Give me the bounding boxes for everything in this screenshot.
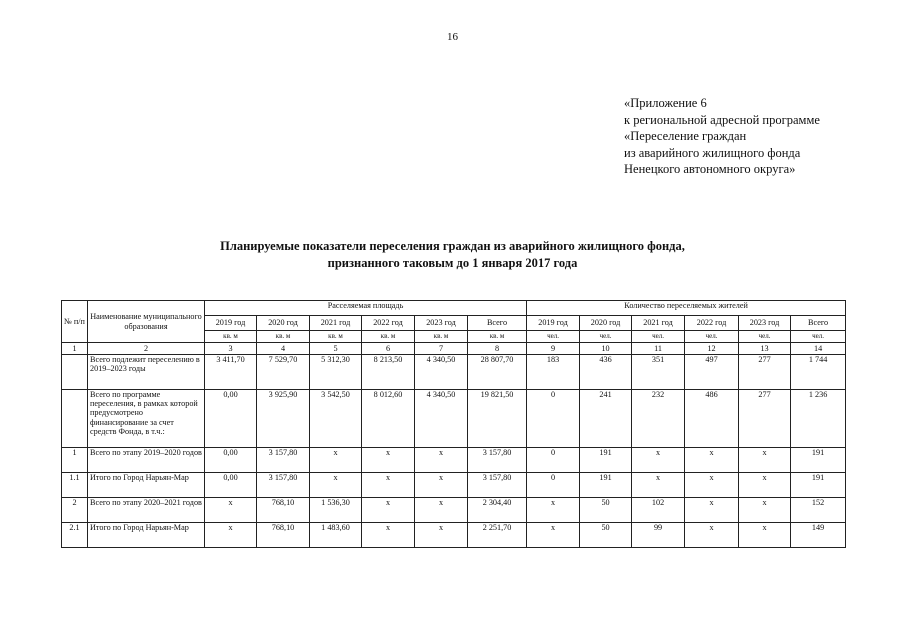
table-row: [62, 498, 846, 523]
column-number: 13: [739, 343, 791, 355]
cell-value: х: [739, 523, 791, 548]
cell-value: х: [415, 523, 468, 548]
cell-value: 768,10: [257, 523, 310, 548]
column-number-row: [62, 343, 846, 355]
header-unit: чел.: [791, 331, 846, 343]
row-no: 1: [62, 448, 88, 473]
column-number: 10: [580, 343, 632, 355]
cell-value: х: [527, 523, 580, 548]
cell-value: 152: [791, 498, 846, 523]
row-name: Всего по программе переселения, в рамках которой предусмотрено финансирование за счет средств Фонда, в т.ч.:: [88, 390, 205, 448]
cell-value: 191: [791, 473, 846, 498]
header-year: 2022 год: [685, 316, 739, 331]
column-number: 14: [791, 343, 846, 355]
document-title: [0, 238, 905, 272]
appendix-line: Ненецкого автономного округа»: [624, 162, 796, 176]
cell-value: х: [310, 473, 362, 498]
row-no: 2: [62, 498, 88, 523]
title-line: признанного таковым до 1 января 2017 года: [327, 256, 578, 270]
column-number: 5: [310, 343, 362, 355]
cell-value: 28 807,70: [468, 355, 527, 390]
row-no: 1.1: [62, 473, 88, 498]
title-line: Планируемые показатели переселения граждан из аварийного жилищного фонда,: [220, 239, 685, 253]
header-no: № п/п: [62, 301, 88, 343]
column-number: 4: [257, 343, 310, 355]
table-row: [62, 523, 846, 548]
column-number: 7: [415, 343, 468, 355]
table-row: [62, 390, 846, 448]
cell-value: х: [685, 448, 739, 473]
column-number: 3: [205, 343, 257, 355]
column-number: 8: [468, 343, 527, 355]
cell-value: 4 340,50: [415, 390, 468, 448]
cell-value: х: [739, 448, 791, 473]
cell-value: х: [415, 448, 468, 473]
cell-value: х: [739, 473, 791, 498]
header-unit: чел.: [527, 331, 580, 343]
cell-value: 2 251,70: [468, 523, 527, 548]
cell-value: 191: [791, 448, 846, 473]
header-unit: кв. м: [362, 331, 415, 343]
cell-value: 3 542,50: [310, 390, 362, 448]
cell-value: 241: [580, 390, 632, 448]
cell-value: 4 340,50: [415, 355, 468, 390]
cell-value: 277: [739, 390, 791, 448]
cell-value: 0,00: [205, 473, 257, 498]
cell-value: 191: [580, 473, 632, 498]
cell-value: 7 529,70: [257, 355, 310, 390]
cell-value: х: [362, 448, 415, 473]
cell-value: 497: [685, 355, 739, 390]
column-number: 2: [88, 343, 205, 355]
header-year: 2020 год: [257, 316, 310, 331]
cell-value: х: [685, 473, 739, 498]
column-number: 12: [685, 343, 739, 355]
cell-value: 486: [685, 390, 739, 448]
appendix-line: «Приложение 6: [624, 96, 707, 110]
appendix-note: [624, 95, 820, 178]
header-year: 2019 год: [527, 316, 580, 331]
resettlement-table: [61, 300, 846, 548]
cell-value: 768,10: [257, 498, 310, 523]
row-name: Итого по Город Нарьян-Мар: [88, 523, 205, 548]
header-year: 2021 год: [632, 316, 685, 331]
header-year: 2020 год: [580, 316, 632, 331]
cell-value: 232: [632, 390, 685, 448]
cell-value: 436: [580, 355, 632, 390]
cell-value: х: [362, 523, 415, 548]
cell-value: 8 213,50: [362, 355, 415, 390]
cell-value: х: [362, 498, 415, 523]
column-number: 9: [527, 343, 580, 355]
cell-value: 0: [527, 448, 580, 473]
header-unit: кв. м: [468, 331, 527, 343]
row-no: 2.1: [62, 523, 88, 548]
cell-value: 191: [580, 448, 632, 473]
header-unit: чел.: [580, 331, 632, 343]
cell-value: х: [527, 498, 580, 523]
cell-value: 3 157,80: [468, 448, 527, 473]
header-unit: кв. м: [310, 331, 362, 343]
cell-value: 3 925,90: [257, 390, 310, 448]
header-year: Всего: [468, 316, 527, 331]
row-no: [62, 355, 88, 390]
header-year: 2023 год: [415, 316, 468, 331]
appendix-line: к региональной адресной программе: [624, 112, 820, 127]
row-no: [62, 390, 88, 448]
header-residents-group: Количество переселяемых жителей: [527, 301, 846, 316]
cell-value: х: [739, 498, 791, 523]
row-name: Итого по Город Нарьян-Мар: [88, 473, 205, 498]
cell-value: 50: [580, 523, 632, 548]
row-name: Всего по этапу 2020–2021 годов: [88, 498, 205, 523]
header-year: 2022 год: [362, 316, 415, 331]
row-name: Всего подлежит переселению в 2019–2023 годы: [88, 355, 205, 390]
header-name: Наименование муниципального образования: [88, 301, 205, 343]
header-unit: кв. м: [205, 331, 257, 343]
header-unit: чел.: [632, 331, 685, 343]
cell-value: 1 536,30: [310, 498, 362, 523]
cell-value: 1 744: [791, 355, 846, 390]
cell-value: х: [632, 473, 685, 498]
page-number: 16: [447, 31, 458, 43]
header-unit: чел.: [739, 331, 791, 343]
cell-value: 1 236: [791, 390, 846, 448]
cell-value: 183: [527, 355, 580, 390]
header-year: 2023 год: [739, 316, 791, 331]
table-row: [62, 448, 846, 473]
column-number: 11: [632, 343, 685, 355]
cell-value: х: [415, 473, 468, 498]
column-number: 1: [62, 343, 88, 355]
cell-value: х: [362, 473, 415, 498]
cell-value: 2 304,40: [468, 498, 527, 523]
cell-value: 0: [527, 390, 580, 448]
cell-value: 3 157,80: [257, 448, 310, 473]
cell-value: 5 312,30: [310, 355, 362, 390]
cell-value: 0,00: [205, 390, 257, 448]
cell-value: 102: [632, 498, 685, 523]
header-unit: кв. м: [257, 331, 310, 343]
cell-value: х: [310, 448, 362, 473]
cell-value: 19 821,50: [468, 390, 527, 448]
cell-value: х: [685, 523, 739, 548]
column-number: 6: [362, 343, 415, 355]
table-row: [62, 355, 846, 390]
header-year: 2019 год: [205, 316, 257, 331]
cell-value: х: [415, 498, 468, 523]
appendix-line: из аварийного жилищного фонда: [624, 145, 801, 160]
cell-value: 149: [791, 523, 846, 548]
cell-value: х: [632, 448, 685, 473]
cell-value: 1 483,60: [310, 523, 362, 548]
cell-value: 351: [632, 355, 685, 390]
cell-value: 50: [580, 498, 632, 523]
cell-value: х: [205, 498, 257, 523]
header-year: 2021 год: [310, 316, 362, 331]
cell-value: 3 411,70: [205, 355, 257, 390]
row-name: Всего по этапу 2019–2020 годов: [88, 448, 205, 473]
header-unit: чел.: [685, 331, 739, 343]
cell-value: 3 157,80: [257, 473, 310, 498]
cell-value: 8 012,60: [362, 390, 415, 448]
cell-value: 3 157,80: [468, 473, 527, 498]
cell-value: 99: [632, 523, 685, 548]
header-area-group: Расселяемая площадь: [205, 301, 527, 316]
cell-value: 277: [739, 355, 791, 390]
cell-value: 0,00: [205, 448, 257, 473]
cell-value: 0: [527, 473, 580, 498]
cell-value: х: [205, 523, 257, 548]
cell-value: х: [685, 498, 739, 523]
appendix-line: «Переселение граждан: [624, 129, 747, 143]
header-unit: кв. м: [415, 331, 468, 343]
header-year: Всего: [791, 316, 846, 331]
table-row: [62, 473, 846, 498]
